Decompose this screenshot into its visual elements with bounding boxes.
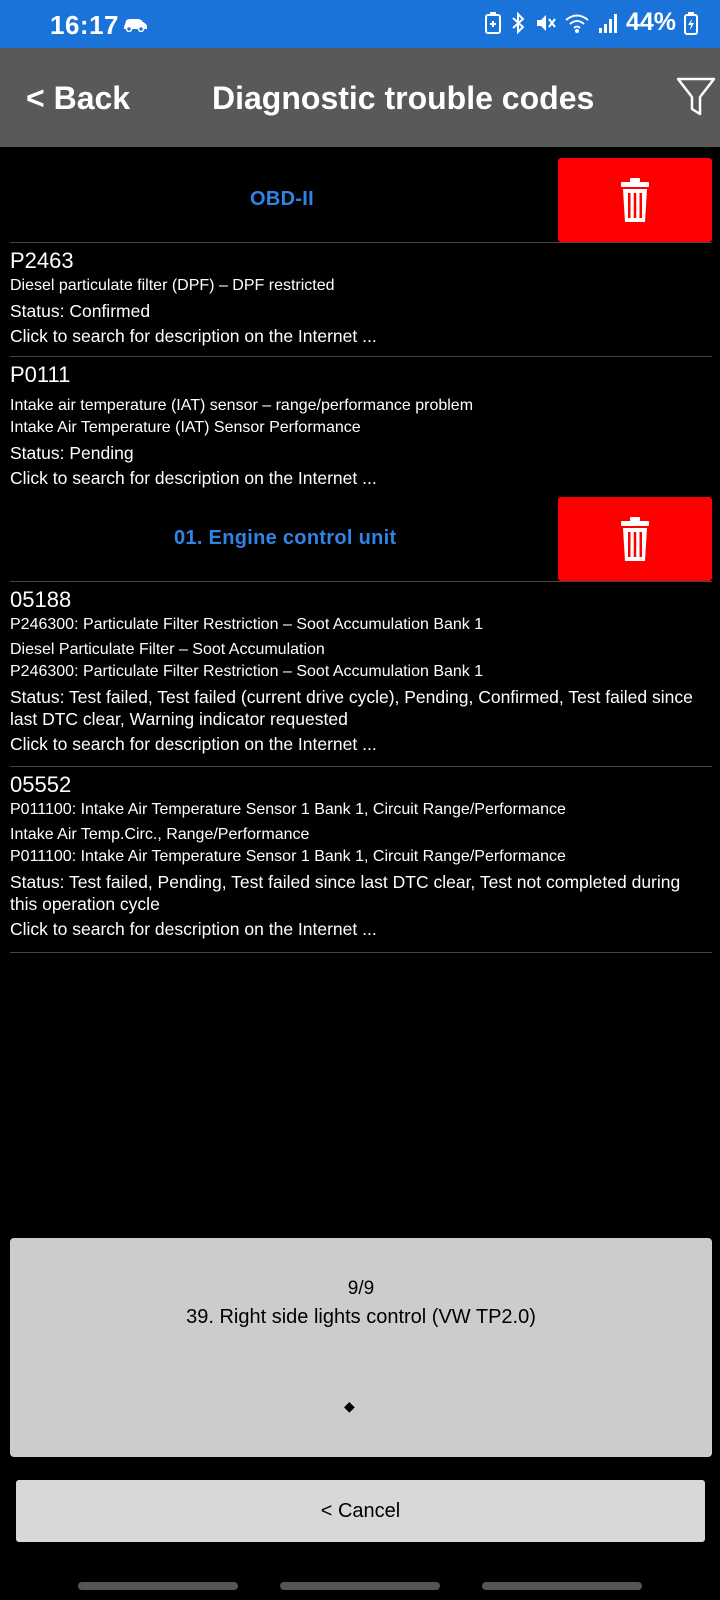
nav-home[interactable] [280, 1582, 440, 1590]
signal-icon [598, 12, 618, 34]
page-title: Diagnostic trouble codes [212, 80, 595, 116]
app-bar [0, 48, 720, 147]
cancel-button[interactable]: < Cancel [16, 1480, 705, 1542]
divider [10, 766, 712, 767]
dtc-item[interactable] [10, 362, 710, 489]
dtc-description: Diesel particulate filter (DPF) – DPF restricted [10, 277, 335, 294]
dtc-description: P246300: Particulate Filter Restriction – Soot Accumulation Bank 1 [10, 663, 484, 680]
section-header-engine [0, 497, 720, 581]
wifi-icon [564, 12, 590, 34]
dtc-description: Intake Air Temperature (IAT) Sensor Performance [10, 419, 361, 436]
dtc-code: P2463 [10, 248, 74, 273]
dtc-code: 05552 [10, 772, 72, 797]
search-internet-link[interactable]: Click to search for description on the Internet ... [10, 468, 377, 488]
dtc-status: Status: Test failed, Test failed (current drive cycle), Pending, Confirmed, Test failed since last DTC clear, Warning indicator requested [10, 687, 693, 729]
scan-progress-panel [10, 1238, 712, 1457]
dtc-status: Status: Test failed, Pending, Test failed since last DTC clear, Test not completed during this operation cycle [10, 872, 681, 914]
dtc-status: Status: Pending [10, 443, 134, 463]
filter-icon[interactable] [676, 76, 716, 118]
dtc-code: P0111 [10, 362, 71, 387]
search-internet-link[interactable]: Click to search for description on the Internet ... [10, 734, 377, 754]
progress-unit: 39. Right side lights control (VW TP2.0) [186, 1306, 536, 1328]
battery-saver-icon [484, 11, 502, 35]
battery-percent: 44% [625, 8, 676, 36]
search-internet-link[interactable]: Click to search for description on the Internet ... [10, 919, 377, 939]
dtc-description: P246300: Particulate Filter Restriction – Soot Accumulation Bank 1 [10, 616, 484, 633]
nav-recents[interactable] [78, 1582, 238, 1590]
status-time: 16:17 [50, 10, 119, 40]
mute-icon [534, 11, 556, 35]
dtc-description: Intake Air Temp.Circ., Range/Performance [10, 826, 310, 843]
progress-count: 9/9 [347, 1278, 375, 1299]
dtc-description: P011100: Intake Air Temperature Sensor 1 Bank 1, Circuit Range/Performance [10, 848, 566, 865]
trash-icon [620, 516, 650, 562]
delete-codes-button[interactable] [558, 497, 712, 581]
dtc-description: P011100: Intake Air Temperature Sensor 1 Bank 1, Circuit Range/Performance [10, 801, 566, 818]
dtc-description: Diesel Particulate Filter – Soot Accumulation [10, 641, 325, 658]
dtc-item[interactable] [10, 587, 710, 755]
section-title: OBD-II [250, 188, 315, 210]
dtc-code: 05188 [10, 587, 72, 612]
nav-back[interactable] [482, 1582, 642, 1590]
charging-icon [684, 11, 698, 35]
dtc-item[interactable] [10, 248, 710, 347]
back-button[interactable]: < Back [26, 80, 131, 116]
section-header-obd2 [0, 158, 720, 242]
bluetooth-icon [510, 11, 526, 35]
dtc-description: Intake air temperature (IAT) sensor – range/performance problem [10, 397, 474, 414]
divider [10, 581, 712, 582]
dtc-item[interactable] [10, 772, 710, 940]
status-bar [0, 0, 720, 48]
dtc-status: Status: Confirmed [10, 301, 151, 321]
search-internet-link[interactable]: Click to search for description on the Internet ... [10, 326, 377, 346]
section-title: 01. Engine control unit [174, 527, 397, 549]
delete-codes-button[interactable] [558, 158, 712, 242]
trash-icon [620, 177, 650, 223]
progress-spinner-icon: ◆ [344, 1398, 355, 1414]
divider [10, 356, 712, 357]
status-icons [484, 8, 698, 37]
divider [10, 242, 712, 243]
divider [10, 952, 712, 953]
car-icon [122, 16, 148, 32]
